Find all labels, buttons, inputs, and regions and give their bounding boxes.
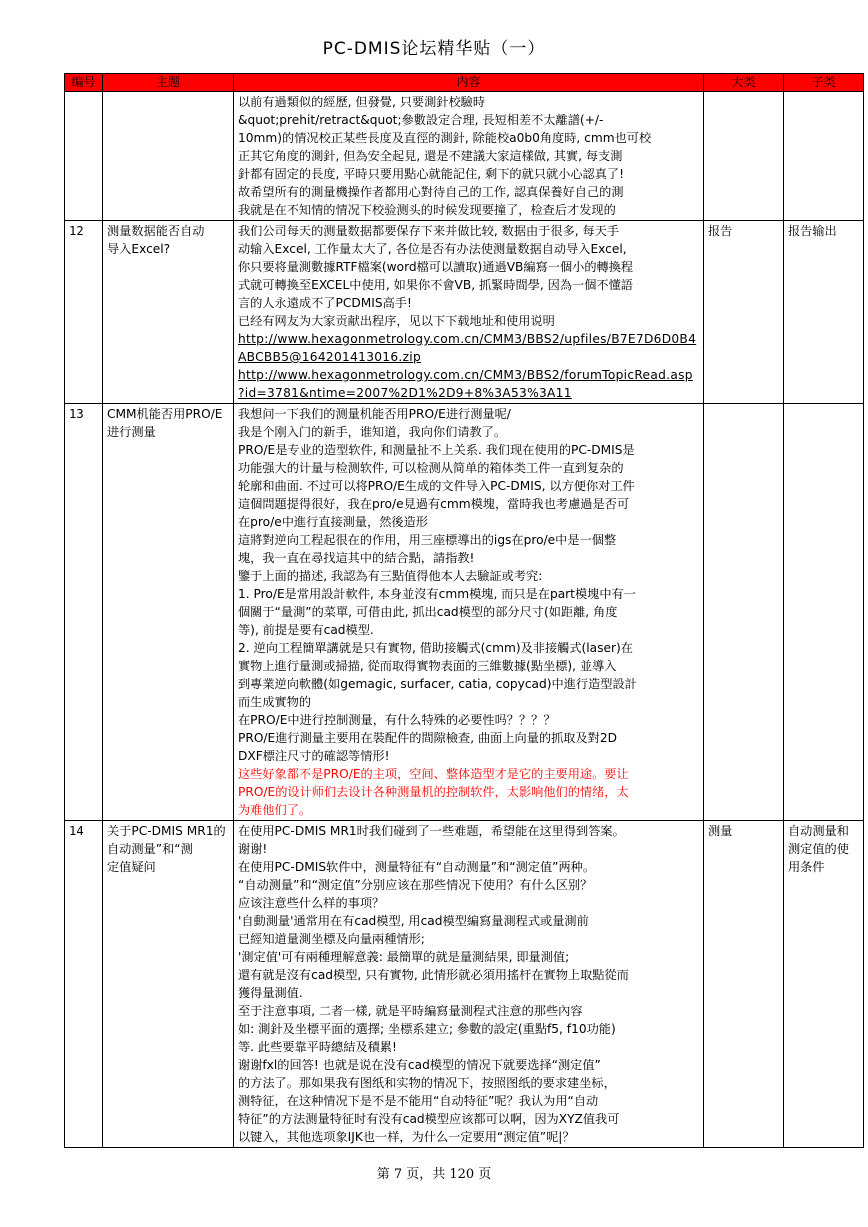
content-line: 在pro/e中進行直接測量，然後造形: [238, 515, 428, 529]
content-line: 這個問題提得很好，我在pro/e見過有cmm模塊，當時我也考慮過是否可: [238, 497, 630, 511]
post-subject: [103, 821, 234, 1148]
content-line: 鑒于上面的描述, 我認為有三點值得他本人去驗証或考究:: [238, 569, 543, 583]
major-category: [704, 404, 784, 821]
content-line: 动输入Excel, 工作量太大了, 各位是否有办法使测量数据自动导入Excel,: [238, 242, 627, 256]
minor-category-line: 报告输出: [788, 224, 837, 238]
post-subject: [103, 404, 234, 821]
content-line: 我们公司每天的测量数据都要保存下来并做比较, 数据由于很多, 每天手: [238, 224, 620, 238]
content-line: 在使用PC-DMIS软件中，测量特征有“自动测量”和“测定值”两种。: [238, 860, 596, 874]
post-subject: [103, 92, 234, 221]
post-number: 13: [65, 404, 103, 821]
post-number: [65, 92, 103, 221]
content-line: 功能强大的计量与检测软件, 可以检测从简单的箱体类工件一直到复杂的: [238, 461, 624, 475]
header-content: 内容: [234, 74, 704, 92]
content-line: 2. 逆向工程簡單講就是只有實物, 借助接觸式(cmm)及非接觸式(laser)在: [238, 641, 633, 655]
forum-digest-table: [64, 73, 864, 1148]
table-header-row: [65, 74, 864, 92]
post-content: [234, 221, 704, 404]
content-line: 塊，我一直在尋找這其中的結合點，請指教!: [238, 551, 475, 565]
post-number: 12: [65, 221, 103, 404]
minor-category-line: 用条件: [788, 860, 825, 874]
content-line: 言的人永遠成不了PCDMIS高手!: [238, 296, 412, 310]
header-subject: 主题: [103, 74, 234, 92]
content-line: 我想问一下我们的测量机能否用PRO/E进行测量呢/: [238, 407, 511, 421]
post-subject: [103, 221, 234, 404]
minor-category: [784, 821, 864, 1148]
minor-category: [784, 404, 864, 821]
table-row: [65, 92, 864, 221]
content-line: 式就可轉換至EXCEL中使用, 如果你不會VB, 抓緊時間學, 因為一個不懂語: [238, 278, 633, 292]
post-number: 14: [65, 821, 103, 1148]
subject-line: 自动测量”和“测: [107, 842, 193, 856]
content-line: 谢谢fxl的回答! 也就是说在没有cad模型的情况下就要选择“测定值”: [238, 1058, 601, 1072]
content-line: PRO/E進行測量主要用在裝配件的間隙檢查, 曲面上向量的抓取及對2D: [238, 731, 617, 745]
subject-line: 测量数据能否自动: [107, 224, 205, 238]
content-line: 實物上進行量測或掃描, 從而取得實物表面的三維數據(點坐標), 並導入: [238, 659, 617, 673]
content-line: 已經知道量測坐標及向量兩種情形;: [238, 932, 425, 946]
content-line: 以键入，其他选项象IJK也一样，为什么一定要用“测定值”呢|？: [238, 1130, 575, 1144]
content-line: 針都有固定的長度, 平時只要用點心就能記住, 剩下的就只就小心認真了!: [238, 167, 625, 181]
download-link[interactable]: ABCBB5@164201413016.zip: [238, 350, 421, 364]
content-line: 而生成實物的: [238, 695, 312, 709]
content-line: DXF標注尺寸的確認等情形!: [238, 749, 390, 763]
content-line: 谢谢!: [238, 842, 268, 856]
download-link[interactable]: http://www.hexagonmetrology.com.cn/CMM3/BBS2/forumTopicRead.asp: [238, 368, 693, 382]
major-category: [704, 92, 784, 221]
subject-line: CMM机能否用PRO/E: [107, 407, 223, 421]
subject-line: 进行测量: [107, 425, 156, 439]
content-line: 到專業逆向軟體(如gemagic, surfacer, catia, copycad)中進行造型設計: [238, 677, 637, 691]
content-line: &quot;prehit/retract&quot;參數設定合理, 長短相差不太離譜(+/-: [238, 113, 604, 127]
content-line: 特征”的方法测量特征时有没有cad模型应该都可以啊，因为XYZ值我可: [238, 1112, 620, 1126]
page-footer: 第 7 页，共 120 页: [376, 1167, 492, 1182]
minor-category-line: 自动测量和: [788, 824, 849, 838]
content-line: 還有就是沒有cad模型, 只有實物, 此情形就必須用搖杆在實物上取點從而: [238, 968, 629, 982]
content-line: '測定值'可有兩種理解意義: 最簡單的就是量測結果, 即量測值;: [238, 950, 570, 964]
content-line: 这些好象都不是PRO/E的主项，空间、整体造型才是它的主要用途。要让: [238, 767, 629, 781]
content-line: 1. Pro/E是常用設計軟件, 本身並沒有cmm模塊, 而只是在part模塊中有一: [238, 587, 636, 601]
content-line: 這將對逆向工程起很在的作用，用三座標導出的igs在pro/e中是一個整: [238, 533, 617, 547]
content-line: 应该注意些什么样的事项？: [238, 896, 385, 910]
document-title: PC-DMIS论坛精华贴（一）: [322, 39, 546, 59]
content-line: 正其它角度的測針, 但為安全起見, 還是不建議大家這樣做, 其實, 每支測: [238, 149, 623, 163]
content-line: 测特征，在这种情况下是不是不能用“自动特征”呢？我认为用“自动: [238, 1094, 599, 1108]
content-line: 在使用PC-DMIS MR1时我们碰到了一些难题，希望能在这里得到答案。: [238, 824, 625, 838]
content-line: 已经有网友为大家贡献出程序，见以下下载地址和使用说明: [238, 314, 555, 328]
minor-category: [784, 92, 864, 221]
content-line: 你只要将量測數據RTF檔案(word檔可以讀取)通過VB編寫一個小的轉換程: [238, 260, 634, 274]
header-minor-category: 子类: [784, 74, 864, 92]
content-line: 等), 前提是要有cad模型.: [238, 623, 374, 637]
minor-category: [784, 221, 864, 404]
subject-line: 关于PC-DMIS MR1的: [107, 824, 226, 838]
content-line: 故希望所有的測量機操作者都用心對待自己的工作, 認真保養好自己的測: [238, 185, 624, 199]
content-line: 10mm)的情况校正某些長度及直徑的測針, 除能校a0b0角度時, cmm也可校: [238, 131, 652, 145]
content-line: 为难他们了。: [238, 803, 312, 817]
header-id: 编号: [65, 74, 103, 92]
subject-line: 定值疑问: [107, 860, 156, 874]
content-line: 等. 此些要靠平時總結及積累!: [238, 1040, 397, 1054]
post-content: [234, 404, 704, 821]
content-line: 如: 測針及坐標平面的選擇; 坐標系建立; 參數的設定(重點f5, f10功能): [238, 1022, 616, 1036]
header-major-category: 大类: [704, 74, 784, 92]
content-line: 轮廓和曲面. 不过可以将PRO/E生成的文件导入PC-DMIS, 以方便你对工件: [238, 479, 635, 493]
content-line: 我就是在不知情的情况下校验测头的时候发现要撞了，检查后才发现的: [238, 203, 616, 217]
subject-line: 导入Excel?: [107, 242, 171, 256]
content-line: 以前有過類似的經歷, 但發覺, 只要測針校驗時: [238, 95, 486, 109]
content-line: 我是个刚入门的新手，谁知道，我向你们请教了。: [238, 425, 507, 439]
content-line: '自動測量'通常用在有cad模型, 用cad模型編寫量測程式或量測前: [238, 914, 589, 928]
table-row: [65, 821, 864, 1148]
download-link[interactable]: ?id=3781&ntime=2007%2D1%2D9+8%3A53%3A11: [238, 386, 572, 400]
content-line: 個關于“量測”的菜單, 可借由此, 抓出cad模型的部分尺寸(如距離, 角度: [238, 605, 618, 619]
table-row: [65, 221, 864, 404]
content-line: PRO/E的设计师们去设计各种测量机的控制软件，太影响他们的情绪，太: [238, 785, 629, 799]
post-content: [234, 821, 704, 1148]
major-category: 报告: [704, 221, 784, 404]
content-line: PRO/E是专业的造型软件, 和测量扯不上关系. 我们现在使用的PC-DMIS是: [238, 443, 635, 457]
major-category: 测量: [704, 821, 784, 1148]
post-content: [234, 92, 704, 221]
minor-category-line: 测定值的使: [788, 842, 849, 856]
table-body: [65, 92, 864, 1148]
content-line: 的方法了。那如果我有图纸和实物的情况下，按照图纸的要求建坐标，: [238, 1076, 616, 1090]
table-row: [65, 404, 864, 821]
download-link[interactable]: http://www.hexagonmetrology.com.cn/CMM3/BBS2/upfiles/B7E7D6D0B4: [238, 332, 697, 346]
content-line: 在PRO/E中进行控制测量，有什么特殊的必要性吗？？？？: [238, 713, 556, 727]
content-line: 至于注意事項, 二者一樣, 就是平時編寫量測程式注意的那些內容: [238, 1004, 583, 1018]
content-line: “自动测量”和“测定值”分别应该在那些情况下使用？有什么区别？: [238, 878, 593, 892]
content-line: 獲得量測值.: [238, 986, 303, 1000]
